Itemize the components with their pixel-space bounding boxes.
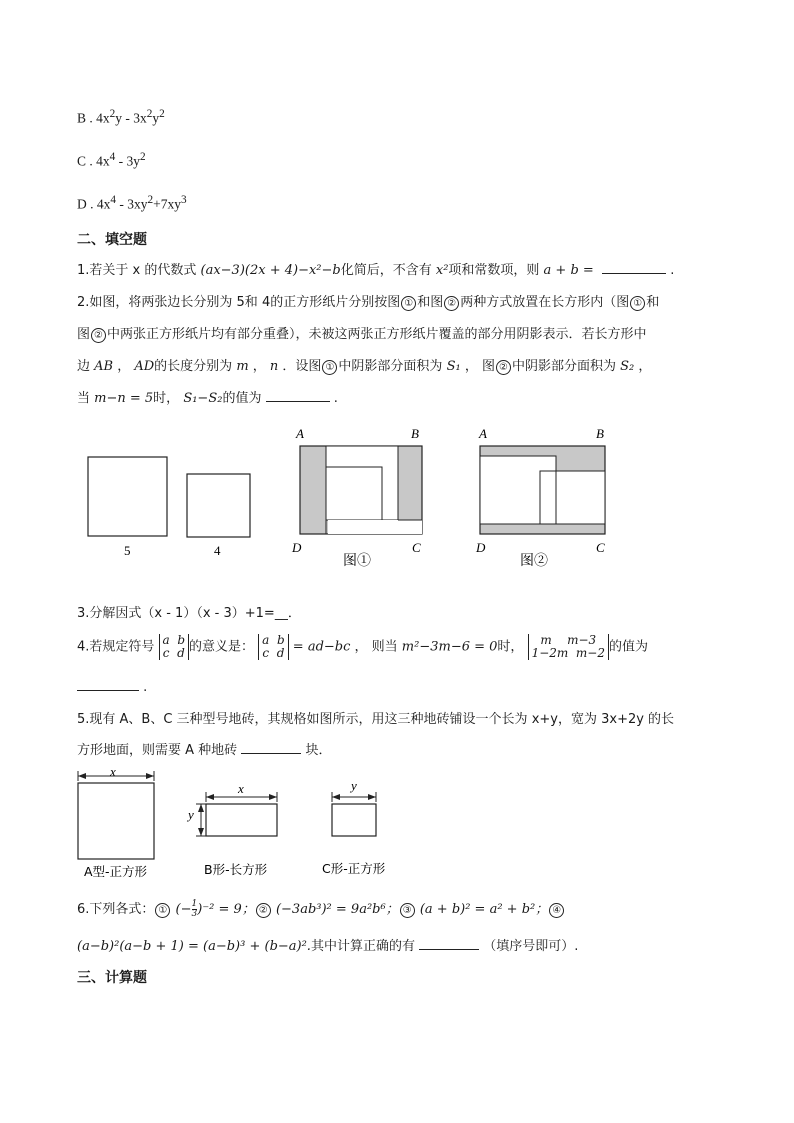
question-2-line-2 — [77, 323, 647, 343]
q4-e-d: d — [276, 646, 285, 660]
q4-end: . — [139, 680, 148, 695]
q5-text: 5.现有 A、B、C 三种型号地砖，其规格如图所示，用这三种地砖铺设一个长为 x+y，宽为 3x+2y 的长 — [77, 712, 675, 727]
tile-b — [186, 781, 277, 877]
q4-answer-blank[interactable] — [77, 678, 139, 691]
q4-mid-2: ， 则当 — [350, 639, 402, 655]
q4-d-c: c — [162, 646, 170, 660]
q2-text: 的值为 — [222, 391, 262, 406]
q4-equation: = ad−bc — [288, 639, 351, 655]
question-6-line-2 — [77, 935, 578, 954]
q5-end: 块． — [301, 743, 332, 758]
q2-end: . — [329, 391, 338, 406]
figure-1 — [291, 426, 422, 569]
option-d-text-2: - 3xy — [116, 196, 148, 212]
q6-fraction-denominator: 3 — [191, 909, 198, 919]
option-b — [77, 108, 165, 127]
question-2-line-1 — [77, 291, 659, 311]
question-6-line-1 — [77, 898, 565, 919]
square-4-label: 4 — [214, 543, 221, 558]
q4-tail: 的值为 — [608, 639, 648, 655]
q2-text: ， — [113, 359, 135, 374]
q2-text: 当 — [77, 391, 95, 406]
q6-f1-end: )⁻² = 9； — [197, 902, 255, 917]
q2-text: 时， — [153, 391, 184, 406]
question-1 — [77, 259, 674, 278]
q4-d-a: a — [162, 633, 170, 647]
option-d-text-3: +7xy — [153, 196, 181, 212]
option-c-exp-1: 4 — [109, 151, 116, 163]
tile-c — [322, 778, 386, 876]
figure-2 — [475, 426, 605, 569]
q4-e-a: a — [262, 633, 270, 647]
q4-condition: m²−3m−6 = 0 — [401, 639, 498, 655]
section-3-title: 三、计算题 — [77, 970, 147, 986]
q4-f-a: m — [540, 633, 552, 647]
q2-figure — [0, 420, 794, 580]
fig2-label-a: A — [479, 426, 487, 441]
option-d-exp-1: 4 — [110, 194, 116, 206]
tile-a-x-label: x — [110, 764, 116, 779]
q1-end: . — [666, 263, 675, 278]
option-c-exp-2: 2 — [140, 151, 146, 163]
fig1-label-a: A — [296, 426, 304, 441]
tile-b-caption: B形-长方形 — [204, 862, 268, 877]
q2-text: ， — [248, 359, 270, 374]
fig1-label-c: C — [412, 540, 421, 555]
fig1-label-d: D — [292, 540, 302, 555]
q2-answer-blank[interactable] — [266, 389, 330, 402]
q2-n: n — [269, 359, 279, 374]
q2-m: m — [236, 359, 249, 374]
q2-s1-minus-s2: S₁−S₂ — [183, 391, 223, 406]
q2-text: ， 图 — [460, 359, 495, 374]
question-4 — [77, 634, 648, 660]
tile-b-x-label: x — [238, 781, 244, 796]
tile-a-caption: A型-正方形 — [84, 864, 148, 879]
q3-end: __． — [274, 606, 301, 621]
option-b-text-1: B . 4x — [77, 110, 110, 126]
circle-2-icon: ② — [91, 328, 106, 343]
fig1-caption: 图① — [343, 554, 371, 569]
q4-d-b: b — [177, 633, 186, 647]
q4-d-d: d — [177, 646, 185, 660]
q2-text: 2.如图，将两张边长分别为 5和 4的正方形纸片分别按图 — [77, 295, 401, 310]
circle-1-icon: ① — [155, 903, 170, 918]
q4-e-c: c — [262, 646, 270, 660]
q4-target-determinant — [528, 634, 609, 660]
tile-c-y-label: y — [351, 778, 357, 793]
q4-e-b: b — [276, 633, 285, 647]
q2-ad: AD — [134, 359, 155, 374]
circle-2-icon: ② — [496, 360, 511, 375]
q5-text: 方形地面，则需要 A 种地砖 — [77, 743, 238, 758]
q6-fraction-numerator: 1 — [191, 899, 198, 909]
option-d-exp-3: 3 — [181, 194, 187, 206]
circle-4-icon: ④ — [549, 903, 564, 918]
question-3 — [77, 602, 301, 621]
q2-condition: m−n = 5 — [94, 391, 154, 406]
q6-f3: (a + b)² = a² + b²； — [419, 902, 549, 917]
tile-b-y-label: y — [188, 807, 194, 822]
q1-mid: 化简后，不含有 — [340, 263, 436, 278]
question-2-line-3 — [77, 355, 651, 375]
q1-lead: 1.若关于 x 的代数式 — [77, 263, 201, 278]
q1-answer-blank[interactable] — [602, 261, 666, 274]
q2-s1: S₁ — [446, 359, 461, 374]
q1-a-plus-b: a + b = — [543, 263, 594, 278]
option-c-text-2: - 3y — [115, 153, 141, 169]
q2-s2: S₂ — [620, 359, 635, 374]
circle-1-icon: ① — [322, 360, 337, 375]
q1-tail: 项和常数项，则 — [448, 263, 544, 278]
q6-text: 其中计算正确的有 — [310, 939, 415, 954]
q2-text: 中阴影部分面积为 — [511, 359, 621, 374]
option-b-text-2: y - 3x — [115, 110, 147, 126]
q2-text: 中阴影部分面积为 — [338, 359, 447, 374]
q4-lead: 4.若规定符号 — [77, 639, 159, 655]
option-d-text-1: D . 4x — [77, 196, 111, 212]
circle-1-icon: ① — [401, 296, 416, 311]
q5-answer-blank[interactable] — [241, 741, 301, 754]
q2-text: 两种方式放置在长方形内（图 — [460, 295, 630, 310]
q6-answer-blank[interactable] — [419, 937, 479, 950]
fig2-caption: 图② — [520, 554, 548, 569]
q2-text: 和图 — [417, 295, 444, 310]
question-2-line-4 — [77, 387, 338, 406]
circle-2-icon: ② — [444, 296, 459, 311]
q1-expression: (ax−3)(2x + 4)−x²−b — [200, 263, 341, 278]
q6-f1-open: (− — [175, 902, 192, 917]
option-c-text-1: C . 4x — [77, 153, 110, 169]
q6-tail: （填序号即可）. — [483, 939, 579, 954]
q4-mid-3: 时， — [497, 639, 528, 655]
q4-symbol-determinant — [159, 634, 189, 660]
question-5-line-2 — [77, 739, 331, 758]
q4-mid-1: 的意义是： — [189, 639, 259, 655]
q5-figure — [0, 762, 794, 886]
q4-definition-determinant — [258, 634, 288, 660]
option-d-exp-2: 2 — [147, 194, 154, 206]
square-5 — [88, 457, 167, 536]
circle-1-icon: ① — [630, 296, 645, 311]
q2-text: 图 — [77, 327, 91, 342]
q2-text: 的长度分别为 — [154, 359, 237, 374]
fig1-label-b: B — [411, 426, 419, 441]
section-2-title: 二、填空题 — [77, 232, 147, 248]
option-b-text-3: y — [152, 110, 160, 126]
q2-text: 中两张正方形纸片均有部分重叠），未被这两张正方形纸片覆盖的部分用阴影表示．若长方形中 — [107, 327, 647, 342]
fig2-label-c: C — [596, 540, 605, 555]
q2-text: 和 — [646, 295, 660, 310]
q2-text: ， — [634, 359, 652, 374]
q4-f-b: m−3 — [567, 633, 597, 647]
fig2-label-d: D — [476, 540, 486, 555]
option-b-exp-1: 2 — [109, 108, 116, 120]
circle-2-icon: ② — [256, 903, 271, 918]
option-d — [77, 194, 187, 213]
q1-x-squared: x² — [435, 263, 449, 278]
q4-f-d: m−2 — [575, 646, 605, 660]
q6-f4: (a−b)²(a−b + 1) = (a−b)³ + (b−a)². — [77, 939, 311, 954]
q2-ab: AB — [94, 359, 114, 374]
q4-f-c: 1−2m — [531, 646, 569, 660]
circle-3-icon: ③ — [400, 903, 415, 918]
square-4 — [187, 474, 250, 537]
square-5-label: 5 — [124, 543, 131, 558]
option-b-exp-3: 2 — [159, 108, 165, 120]
fig2-label-b: B — [596, 426, 604, 441]
q6-lead: 6.下列各式： — [77, 902, 155, 917]
question-4-line-2 — [77, 678, 147, 695]
tile-a — [78, 764, 154, 879]
question-5-line-1 — [77, 708, 674, 727]
q2-text: 边 — [77, 359, 95, 374]
option-b-exp-2: 2 — [146, 108, 153, 120]
q2-text: ．设图 — [278, 359, 322, 374]
q3-text: 3.分解因式（x - 1）（x - 3）+1= — [77, 606, 275, 621]
tile-c-caption: C形-正方形 — [322, 861, 386, 876]
option-c — [77, 151, 146, 170]
q6-f2: (−3ab³)² = 9a²b⁶； — [275, 902, 399, 917]
